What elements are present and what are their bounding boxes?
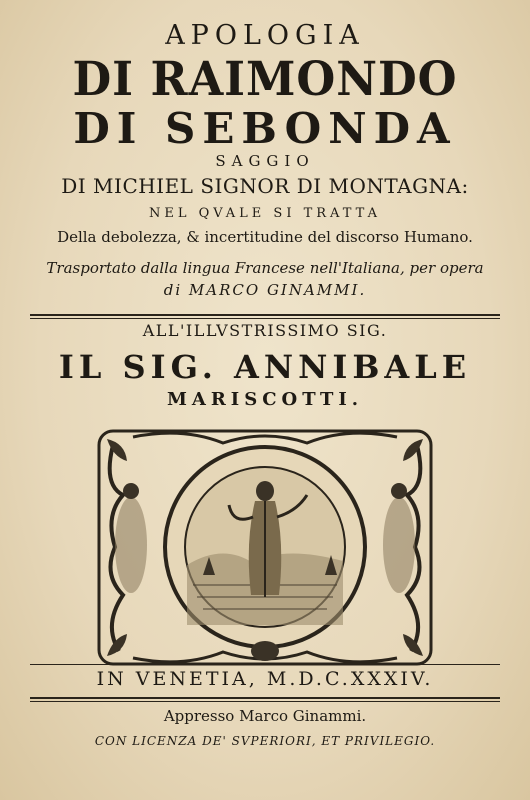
imprint-rule: [30, 664, 500, 665]
imprint-divider-rule-thin: [30, 701, 500, 702]
imprint-divider-rule: [30, 697, 500, 699]
imprint-printer: Appresso Marco Ginammi.: [163, 707, 367, 725]
dedication-line-2: IL SIG. ANNIBALE: [58, 348, 472, 386]
topic-line: Della debolezza, & incertitudine del discorso Humano.: [57, 228, 473, 246]
author-line: DI MICHIEL SIGNOR DI MONTAGNA:: [61, 174, 469, 198]
title-line-apologia: APOLOGIA: [165, 20, 365, 51]
topic-intro-line: NEL QVALE SI TRATTA: [148, 206, 381, 221]
dedication-line-1: ALL'ILLVSTRISSIMO SIG.: [142, 321, 388, 340]
divider-rule: [30, 314, 500, 316]
translation-line: Trasportato dalla lingua Francese nell'Italiana, per opera: [46, 259, 484, 277]
subtitle-saggio: SAGGIO: [215, 152, 315, 170]
printers-device-emblem: [93, 425, 437, 670]
imprint-place-date: IN VENETIA, M.D.C.XXXIV.: [96, 668, 434, 690]
dedication-line-3: MARISCOTTI.: [166, 389, 364, 410]
imprint-license: CON LICENZA DE' SVPERIORI, ET PRIVILEGIO.: [94, 734, 436, 748]
title-line-sebonda: DI SEBONDA: [73, 104, 457, 153]
title-line-raimondo: DI RAIMONDO: [72, 52, 458, 107]
translator-line: di MARCO GINAMMI.: [163, 281, 367, 299]
divider-rule-thin: [30, 318, 500, 319]
